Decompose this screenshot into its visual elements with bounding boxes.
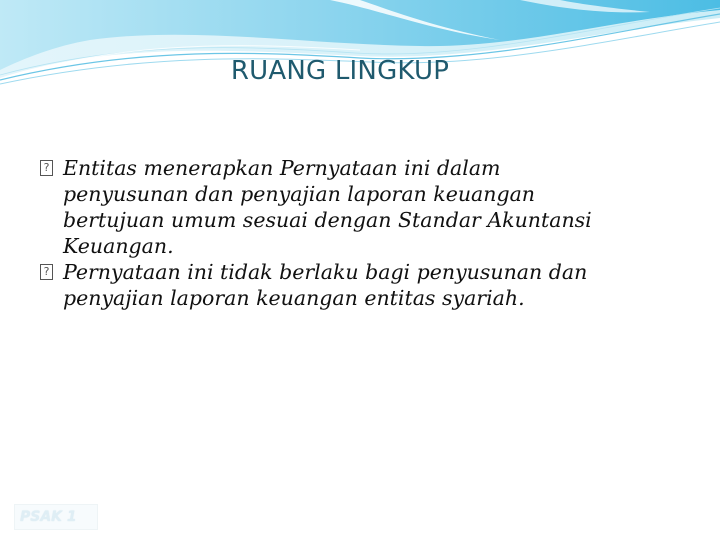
list-item (38, 259, 678, 311)
missing-glyph-icon: ? (38, 259, 63, 285)
header-wave-decoration (0, 0, 720, 110)
text-line: Pernyataan ini tidak berlaku bagi penyusunan dan (63, 260, 588, 284)
text-line: penyusunan dan penyajian laporan keuangan (63, 182, 536, 206)
text-line: Entitas menerapkan Pernyataan ini dalam (63, 156, 501, 180)
text-line: bertujuan umum sesuai dengan Standar Akuntansi (63, 208, 592, 232)
text-line: Keuangan. (63, 234, 174, 258)
list-item-text (63, 259, 678, 311)
missing-glyph-icon: ? (38, 155, 63, 181)
footer-label: PSAK 1 (14, 504, 98, 530)
slide-title: RUANG LINGKUP (230, 56, 450, 86)
bullet-list (38, 155, 678, 311)
list-item-text (63, 155, 678, 259)
list-item (38, 155, 678, 259)
text-line: penyajian laporan keuangan entitas syariah. (63, 286, 525, 310)
